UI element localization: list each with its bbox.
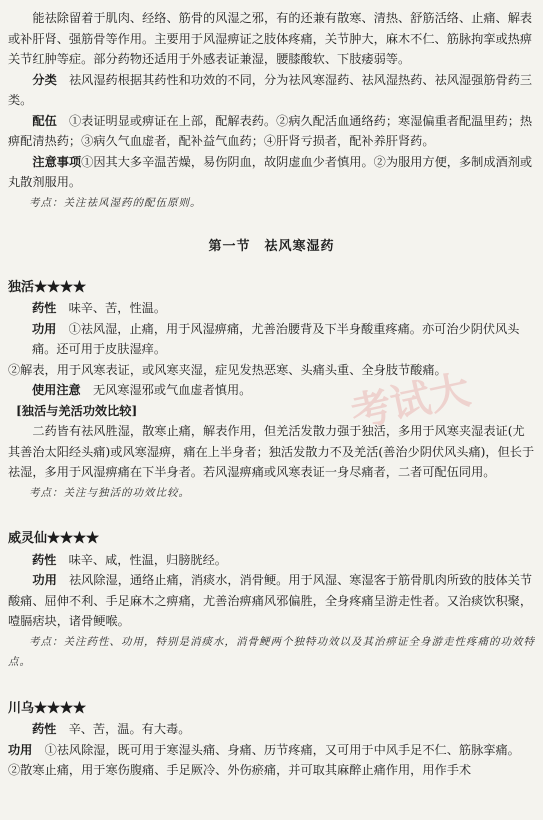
herb-title xyxy=(8,699,535,720)
function-label: 功用 xyxy=(32,321,57,336)
function-line-2: ②解表，用于风寒表证，或风寒夹湿，症见发热恶寒、头痛头重、全身肢节酸痛。 xyxy=(8,362,447,377)
usage-caution-text: 无风寒湿邪或气血虚者慎用。 xyxy=(92,383,252,397)
herb-title xyxy=(8,529,535,550)
function-label: 功用 xyxy=(8,742,33,757)
importance-stars: ★★★★ xyxy=(34,700,87,716)
herb-name: 威灵仙 xyxy=(8,531,48,546)
function-line xyxy=(8,319,535,360)
function-label: 功用 xyxy=(32,573,57,587)
classification-text: 祛风湿药根据其药性和功效的不同，分为祛风寒湿药、祛风湿热药、祛风湿强筋骨药三类。 xyxy=(8,72,533,107)
property-label: 药性 xyxy=(32,722,57,736)
property-line xyxy=(8,298,535,319)
function-line xyxy=(8,570,535,632)
property-text: 味辛、咸，性温，归膀胱经。 xyxy=(68,552,227,567)
section-title: 第一节 祛风寒湿药 xyxy=(208,239,335,254)
property-label: 药性 xyxy=(32,552,57,567)
property-text: 味辛、苦，性温。 xyxy=(68,301,167,315)
pairing-text: ①表证明显或痹证在上部，配解表药。②病久配活血通络药；寒湿偏重者配温里药；热痹配清热药；③病久气血虚者，配补益气血药；④肝肾亏损者，配补养肝肾药。 xyxy=(8,113,533,148)
function-line-2: ②散寒止痛，用于寒伤腹痛、手足厥冷、外伤瘀痛，并可取其麻醉止痛作用，用作手术 xyxy=(8,763,472,777)
caution-paragraph xyxy=(8,152,535,193)
pairing-label: 配伍 xyxy=(32,113,57,128)
classification-paragraph xyxy=(8,70,535,111)
herb-name: 川乌 xyxy=(8,700,35,716)
herb-name: 独活 xyxy=(8,279,35,295)
function-text: 祛风除湿，通络止痛，消痰水，消骨鲠。用于风湿、寒湿客于筋骨肌肉所致的肢体关节酸痛、屈伸不利、手足麻木之痹痛，尤善治痹痛风邪偏胜，全身疼痛呈游走性者。又治痰饮积聚，噎膈痞块，诸骨鲠喉。 xyxy=(8,573,533,628)
importance-stars: ★★★★ xyxy=(47,531,100,546)
exam-note: 考点：关注祛风湿药的配伍原则。 xyxy=(29,196,202,209)
property-line xyxy=(8,719,535,740)
importance-stars: ★★★★ xyxy=(34,279,87,295)
herb-entry xyxy=(8,529,535,673)
pairing-paragraph xyxy=(8,111,535,152)
herb-entry xyxy=(8,699,535,781)
property-line xyxy=(8,550,535,571)
classification-label: 分类 xyxy=(32,72,57,87)
caution-label: 注意事项 xyxy=(32,154,82,169)
exam-note: 考点：关注与独活的功效比较。 xyxy=(29,486,190,499)
property-label: 药性 xyxy=(32,301,57,315)
exam-note: 考点：关注药性、功用，特别是消痰水，消骨鲠两个独特功效以及其治痹证全身游走性疼痛的功效特点。 xyxy=(8,635,535,668)
comparison-text: 二药皆有祛风胜湿，散寒止痛，解表作用，但羌活发散力强于独活，多用于风寒夹湿表证(尤其善治太阳经头痛)或风寒湿痹，痛在上半身者；独活发散力不及羌活(善治少阴伏风头痛)，但长于祛湿，多用于风湿痹痛在下半身者。若风湿痹痛或风寒表证一身尽痛者，二者可配伍同用。 xyxy=(8,424,535,479)
usage-caution-label: 使用注意 xyxy=(32,383,81,397)
herb-entry xyxy=(8,278,535,504)
intro-paragraph: 能祛除留着于肌肉、经络、筋骨的风湿之邪，有的还兼有散寒、清热、舒筋活络、止痛、解表或补肝肾、强筋骨等作用。主要用于风湿痹证之肢体疼痛，关节肿大，麻木不仁、筋脉拘挛或热痹关节红肿等症。部分药物还适用于外感表证兼湿，腰膝酸软、下肢痿弱等。 xyxy=(8,11,533,66)
watermark: 考试大 xyxy=(347,366,475,437)
function-text: ①祛风湿，止痛，用于风湿痹痛，尤善治腰背及下半身酸重疼痛。亦可治少阴伏风头痛。还可用于皮肤湿痒。 xyxy=(32,321,520,356)
property-text: 辛、苦，温。有大毒。 xyxy=(68,722,191,736)
function-text: ①祛风除湿，既可用于寒湿头痛、身痛、历节疼痛，又可用于中风手足不仁、筋脉挛痛。 xyxy=(44,742,520,757)
function-line xyxy=(8,740,535,761)
herb-title xyxy=(8,278,535,299)
usage-caution-line xyxy=(8,380,535,401)
comparison-title: [独活与羌活功效比较] xyxy=(16,403,138,418)
caution-text: ①因其大多辛温苦燥，易伤阴血，故阴虚血少者慎用。②为服用方便，多制成酒剂或丸散剂服用。 xyxy=(8,154,533,189)
